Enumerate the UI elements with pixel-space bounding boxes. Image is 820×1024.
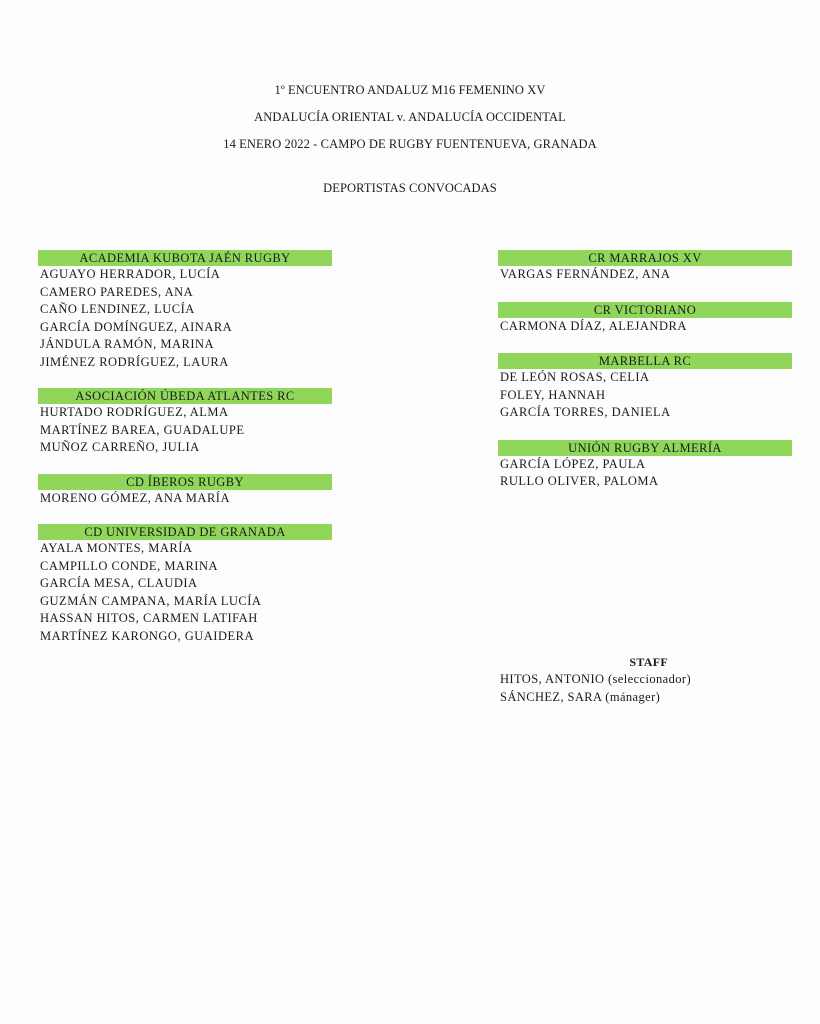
team-block [498, 302, 792, 336]
player-name: AGUAYO HERRADOR, LUCÍA [40, 267, 221, 281]
team-name: ASOCIACIÓN ÚBEDA ATLANTES RC [38, 388, 332, 404]
header-line-2: ANDALUCÍA ORIENTAL v. ANDALUCÍA OCCIDENTAL [254, 110, 566, 124]
player-name: FOLEY, HANNAH [500, 387, 606, 402]
team-block [38, 524, 332, 645]
player-name: HURTADO RODRÍGUEZ, ALMA [40, 405, 229, 419]
team-name: ACADEMIA KUBOTA JAÉN RUGBY [38, 250, 332, 266]
team-name: CR VICTORIANO [498, 302, 792, 318]
team-name: MARBELLA RC [498, 353, 792, 369]
header-line-1: 1º ENCUENTRO ANDALUZ M16 FEMENINO XV [274, 83, 546, 97]
team-block [38, 250, 332, 371]
player-name: CARMONA DÍAZ, ALEJANDRA [500, 318, 687, 333]
player-name: CAMERO PAREDES, ANA [40, 284, 194, 299]
section-subtitle: DEPORTISTAS CONVOCADAS [323, 181, 497, 195]
player-name: JIMÉNEZ RODRÍGUEZ, LAURA [40, 354, 229, 369]
player-name: MORENO GÓMEZ, ANA MARÍA [40, 490, 230, 505]
team-block [38, 474, 332, 508]
player-name: RULLO OLIVER, PALOMA [500, 474, 659, 488]
player-name: MARTÍNEZ BAREA, GUADALUPE [40, 422, 245, 437]
team-block [498, 440, 792, 491]
team-name: UNIÓN RUGBY ALMERÍA [498, 440, 792, 456]
team-name: CR MARRAJOS XV [498, 250, 792, 266]
player-name: GARCÍA DOMÍNGUEZ, AINARA [40, 319, 233, 334]
player-name: GARCÍA TORRES, DANIELA [500, 405, 671, 419]
player-name: JÁNDULA RAMÓN, MARINA [40, 337, 215, 351]
left-team-column [38, 250, 332, 645]
team-block [38, 388, 332, 457]
player-name: MUÑOZ CARREÑO, JULIA [40, 440, 200, 454]
team-name: CD UNIVERSIDAD DE GRANADA [38, 524, 332, 540]
player-name: VARGAS FERNÁNDEZ, ANA [500, 267, 671, 281]
player-name: GARCÍA LÓPEZ, PAULA [500, 456, 646, 471]
player-name: GARCÍA MESA, CLAUDIA [40, 576, 198, 590]
player-name: MARTÍNEZ KARONGO, GUAIDERA [40, 628, 254, 643]
team-block [498, 250, 792, 284]
right-team-column [498, 250, 792, 491]
player-name: GUZMÁN CAMPANA, MARÍA LUCÍA [40, 593, 262, 608]
player-name: CAMPILLO CONDE, MARINA [40, 558, 219, 573]
player-name: AYALA MONTES, MARÍA [40, 541, 193, 555]
team-block [498, 353, 792, 422]
player-name: HASSAN HITOS, CARMEN LATIFAH [40, 611, 258, 625]
staff-member: HITOS, ANTONIO (seleccionador) [500, 672, 692, 686]
player-name: CAÑO LENDINEZ, LUCÍA [40, 302, 195, 316]
player-name: DE LEÓN ROSAS, CELIA [500, 370, 650, 384]
staff-member: SÁNCHEZ, SARA (mánager) [500, 689, 661, 704]
staff-section [498, 654, 792, 706]
header-line-3: 14 ENERO 2022 - CAMPO DE RUGBY FUENTENUEVA, GRANADA [223, 137, 597, 151]
staff-title: STAFF [629, 655, 668, 669]
team-name: CD ÍBEROS RUGBY [38, 474, 332, 490]
